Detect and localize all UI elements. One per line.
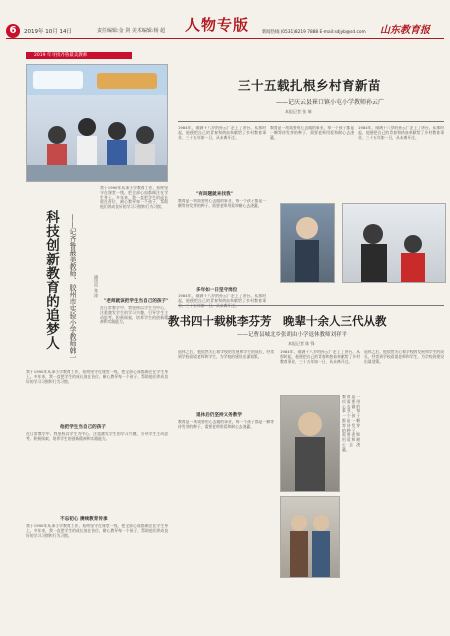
subhead: 他把学生当自己的孩子 bbox=[60, 425, 106, 430]
header-rule bbox=[6, 38, 444, 39]
bottom-article-title: 教书四十载桃李芬芳 晚辈十余人三代从教 bbox=[168, 314, 387, 328]
body-text: 教育是一项需要用心去做的事业，每一个孩子都是一颗等待发芽的种子，需要老师用爱和耐心去浇灌。 bbox=[178, 199, 266, 208]
body-text: 教育是一项需要用心去做的事业，每一个孩子都是一颗等待发芽的种子，需要老师用爱和耐心去浇灌。 bbox=[342, 395, 360, 452]
contact-line: 新闻热线:(0531)8219 7888 E-mail:sdjyb@sd.com bbox=[262, 30, 366, 35]
body-text: 1984年，刚满十八岁的孙云广走上了讲台。从那时起，他便把自己的青春和热血奉献给了乡村教育事业，三十五年如一日，从未离开过。 bbox=[358, 126, 444, 140]
section-title: 人物专版 bbox=[185, 16, 250, 34]
top-article-subtitle: ——记庆云县崔口镇小屯小学教师孙云广 bbox=[276, 99, 385, 106]
subhead: "有间题就来找我" bbox=[196, 192, 233, 197]
subhead: 不忘初心 赓续教育传承 bbox=[60, 517, 108, 522]
top-article-title: 三十五载扎根乡村育新苗 bbox=[238, 78, 382, 93]
subhead: 退休后仍坚持义务教学 bbox=[196, 413, 242, 418]
top-article-byline: 本报记者 张 瑞 bbox=[285, 109, 312, 114]
photo-image bbox=[343, 204, 445, 282]
left-article-author: 通讯员 张 涛 bbox=[94, 275, 99, 298]
body-text: 我于1990年从事小学教育工作，始终坚守在课堂一线，把全部心血都倾注在学生身上。多年来，我一直把学生的成长放在首位，耐心教导每一个孩子，帮助他们养成良好的学习习惯和行为习惯。 bbox=[26, 524, 168, 538]
issue-date: 2019年 10月 14日 bbox=[24, 29, 72, 35]
teacher-with-student-photo bbox=[342, 203, 446, 283]
divider bbox=[178, 305, 444, 306]
body-text: 退休之后，他依然关心着学校的发展和学生的成长，经常到学校看望老师和学生，为学校的建设出谋划策。 bbox=[178, 350, 274, 359]
bottom-article-subtitle: ——记曹县城北乡张胡由小学退休教师刘祥平 bbox=[237, 332, 348, 338]
photo-image bbox=[27, 65, 167, 181]
body-text: 教育是一项需要用心去做的事业，每一个孩子都是一颗等待发芽的种子，需要老师用爱和耐心去浇灌。 bbox=[270, 126, 354, 140]
subhead: "老师就该把学生当自己的孩子" bbox=[104, 299, 169, 304]
body-text: 我于1990年从事小学教育工作，始终坚守在课堂一线，把全部心血都倾注在学生身上。多年来，我一直把学生的成长放在首位，耐心教导每一个孩子，帮助他们养成良好的学习习惯和行为习惯。 bbox=[26, 370, 168, 384]
body-text: 退休之后，他依然关心着学校的发展和学生的成长，经常到学校看望老师和学生，为学校的建设出谋划策。 bbox=[364, 350, 444, 364]
photo-image bbox=[281, 396, 339, 491]
body-text: 1984年，刚满十八岁的孙云广走上了讲台。从那时起，他便把自己的青春和热血奉献给了乡村教育事业，三十五年如一日，从未离开过。 bbox=[280, 350, 360, 364]
left-article-title: 科技创新教育的追梦人 bbox=[43, 210, 59, 350]
family-photo bbox=[280, 496, 340, 578]
teacher-portrait-photo bbox=[280, 203, 335, 283]
photo-image bbox=[281, 204, 334, 282]
retired-teacher-photo bbox=[280, 395, 340, 492]
body-text: 我于1990年从事小学教育工作，始终坚守在课堂一线，把全部心血都倾注在学生身上。多年来，我一直把学生的成长放在首位，耐心教导每一个孩子，帮助他们养成良好的学习习惯和行为习惯。 bbox=[100, 186, 168, 210]
page-header bbox=[0, 0, 450, 40]
classroom-photo bbox=[26, 64, 168, 182]
body-text: 教育是一项需要用心去做的事业，每一个孩子都是一颗等待发芽的种子，需要老师用爱和耐心去浇灌。 bbox=[178, 420, 274, 429]
body-text: 1984年，刚满十八岁的孙云广走上了讲台。从那时起，他便把自己的青春和热血奉献给了乡村教育事业，三十五年如一日，从未离开过。 bbox=[178, 126, 266, 140]
body-text: 1984年，刚满十八岁的孙云广走上了讲台。从那时起，他便把自己的青春和热血奉献给了乡村教育事 bbox=[178, 294, 266, 303]
paper-logo: 山东教育报 bbox=[380, 25, 430, 36]
divider bbox=[178, 121, 444, 122]
body-text: 在日常教学中，我坚持以学生为中心，注重激发学生的学习兴趣，引导学生主动思考、积极探索，培养学生的创新精神和实践能力。 bbox=[26, 432, 168, 441]
left-article-subtitle: ——记齐鲁最美教师、胶州市实验小学教师韩一 bbox=[69, 214, 77, 361]
editor-credit: 责任编辑:金 剑 美术编辑:杨 超 bbox=[97, 28, 166, 34]
body-text: 在日常教学中，我坚持以学生为中心，注重激发学生的学习兴趣，引导学生主动思考、积极探索，培养学生的创新精神和实践能力。 bbox=[100, 306, 168, 325]
photo-image bbox=[281, 497, 339, 577]
campaign-banner: 2019 年寻找齐鲁最美教师 bbox=[26, 52, 132, 59]
subhead: 多年如一日坚守岗位 bbox=[196, 288, 238, 293]
bottom-article-byline: 本报记者 陈 锋 bbox=[288, 341, 315, 346]
page-number: 6 bbox=[6, 24, 20, 38]
